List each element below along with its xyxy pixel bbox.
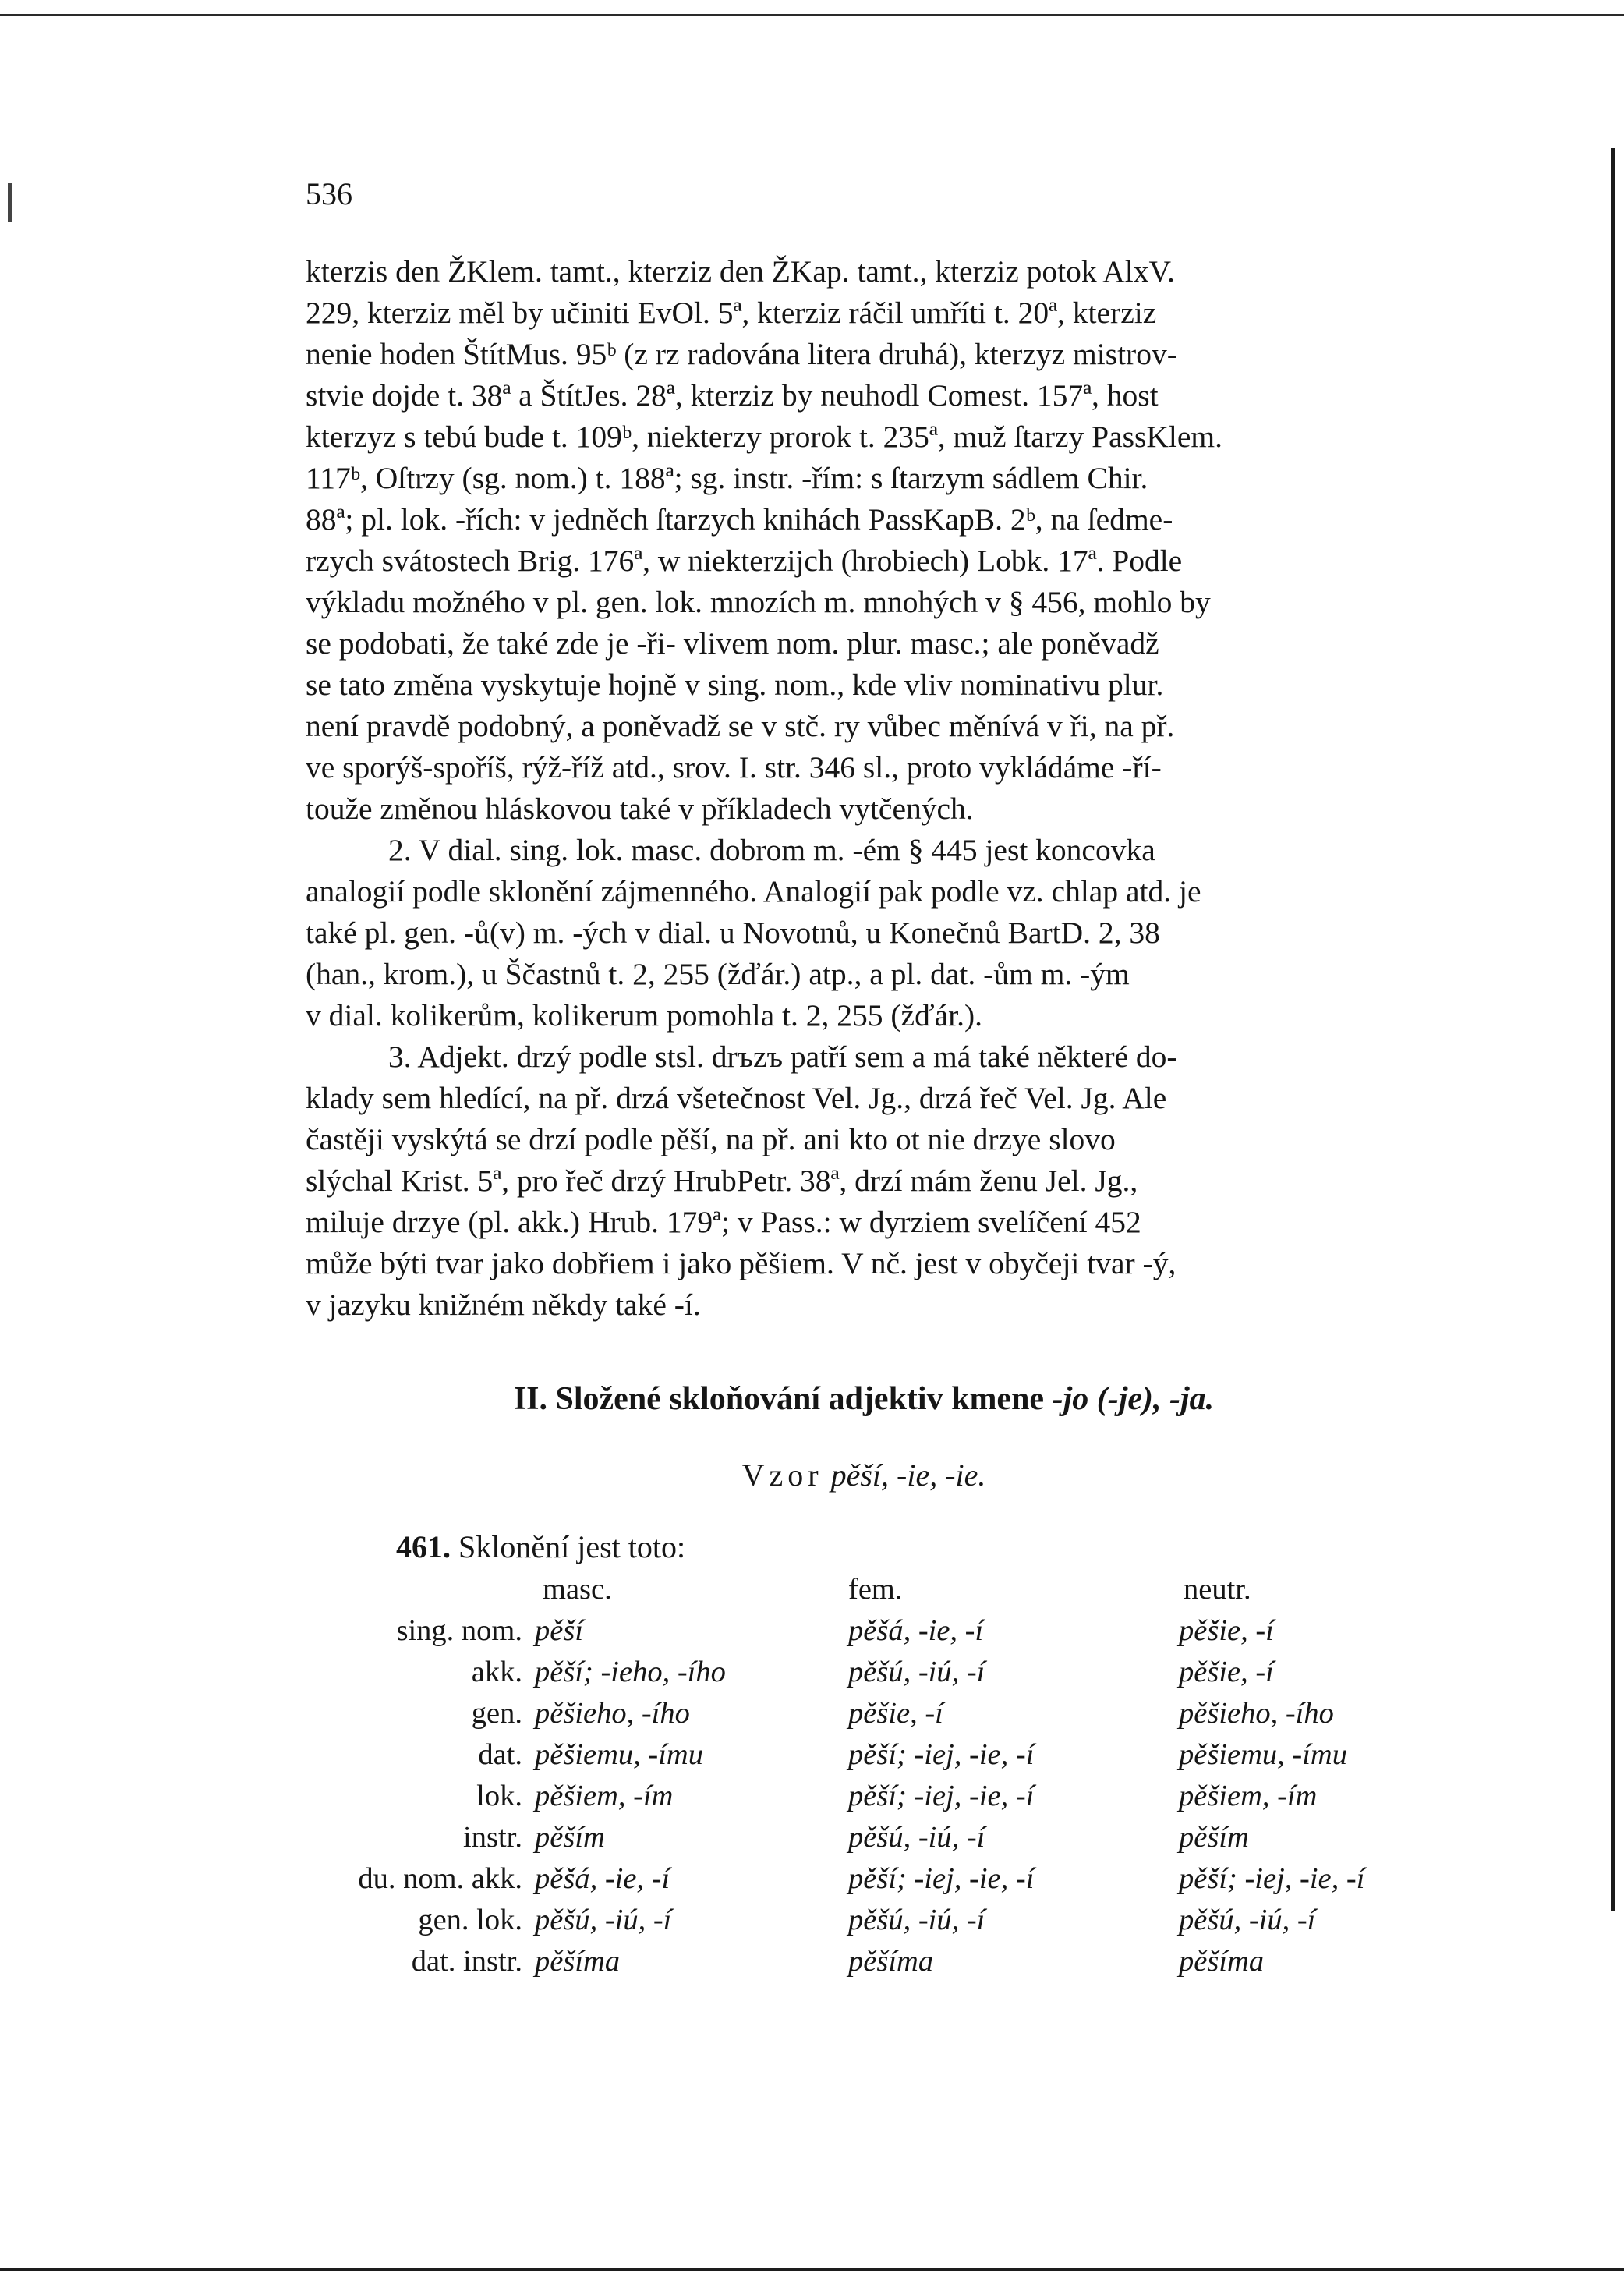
case-label: dat. instr. [411, 1945, 522, 1978]
case-label: sing. nom. [396, 1614, 522, 1647]
form-cell: pěšú, -iú, -í [848, 1821, 985, 1854]
form-cell: pěšiemu, -ímu [535, 1738, 703, 1771]
page-number: 536 [306, 176, 352, 211]
text-line: rzych svátostech Brig. 176ª, w niekterzijch (hrobiech) Lobk. 17ª. Podle [306, 544, 1183, 578]
form-cell: pěšú, -iú, -í [535, 1904, 672, 1936]
text-line: se tato změna vyskytuje hojně v sing. nom., kde vliv nominativu plur. [306, 668, 1164, 702]
form-cell: pěšiem, -ím [535, 1780, 674, 1812]
text-line: nenie hoden ŠtítMus. 95ᵇ (z rz radována litera druhá), kterzyz mistrov- [306, 337, 1177, 371]
form-cell: pěšíma [848, 1945, 934, 1978]
scan-edge-left [8, 183, 12, 222]
form-cell: pěší; -iej, -ie, -í [848, 1780, 1035, 1812]
form-cell: pěšiem, -ím [1179, 1780, 1318, 1812]
section-heading [306, 1380, 1422, 1418]
pattern-word: pěší, -ie, -ie. [830, 1458, 986, 1493]
text-line: výkladu možného v pl. gen. lok. mnozích m. mnohých v § 456, mohlo by [306, 585, 1211, 619]
form-cell: pěší; -iej, -ie, -í [1179, 1862, 1365, 1895]
section-text: Sklonění jest toto: [458, 1529, 686, 1564]
text-line: 2. V dial. sing. lok. masc. dobrom m. -ém § 445 jest koncovka [388, 833, 1155, 867]
scan-edge-right [1611, 148, 1615, 1911]
form-cell: pěšú, -iú, -í [1179, 1904, 1316, 1936]
heading-italic: -jo (-je), -ja. [1052, 1381, 1215, 1417]
text-line: klady sem hledící, na př. drzá všetečnost Vel. Jg., drzá řeč Vel. Jg. Ale [306, 1081, 1167, 1115]
paragraph-3 [306, 1036, 1422, 1326]
pattern-line [306, 1457, 1422, 1493]
section-intro [396, 1528, 685, 1565]
form-cell: pěšá, -ie, -í [848, 1614, 984, 1647]
scan-edge-top [0, 14, 1624, 16]
text-line: stvie dojde t. 38ª a ŠtítJes. 28ª, kterziz by neuhodl Comest. 157ª, host [306, 378, 1159, 413]
form-cell: pěší; -ieho, -ího [535, 1656, 726, 1688]
form-cell: pěšie, -í [1179, 1614, 1274, 1647]
case-label: dat. [478, 1738, 522, 1771]
form-cell: pěšíma [535, 1945, 621, 1978]
paragraph-2 [306, 830, 1422, 1036]
case-label: du. nom. akk. [358, 1862, 522, 1895]
text-line: 88ª; pl. lok. -řích: v jedněch ſtarzych knihách PassKapB. 2ᵇ, na ſedme- [306, 502, 1173, 537]
paragraph-1 [306, 251, 1422, 830]
text-line: může býti tvar jako dobřiem i jako pěšiem. V nč. jest v obyčeji tvar -ý, [306, 1246, 1176, 1280]
case-label: gen. [471, 1697, 522, 1730]
text-line: ve sporýš-spoříš, rýž-říž atd., srov. I. str. 346 sl., proto vykládáme -ří- [306, 750, 1162, 785]
column-header: fem. [848, 1573, 903, 1606]
form-cell: pěšú, -iú, -í [848, 1656, 985, 1688]
text-line: častěji vyskýtá se drzí podle pěší, na př. ani kto ot nie drzye slovo [306, 1122, 1116, 1156]
form-cell: pěší [535, 1614, 584, 1647]
form-cell: pěšíma [1179, 1945, 1265, 1978]
column-header: neutr. [1184, 1573, 1251, 1606]
form-cell: pěšú, -iú, -í [848, 1904, 985, 1936]
case-label: akk. [471, 1656, 522, 1688]
text-line: v dial. kolikerům, kolikerum pomohla t. 2, 255 (žďár.). [306, 998, 983, 1033]
text-line: kterzis den ŽKlem. tamt., kterziz den ŽKap. tamt., kterziz potok AlxV. [306, 254, 1175, 289]
column-header: masc. [543, 1573, 612, 1606]
text-line: také pl. gen. -ů(v) m. -ých v dial. u Novotnů, u Konečnů BartD. 2, 38 [306, 916, 1160, 950]
form-cell: pěšie, -í [1179, 1656, 1274, 1688]
text-line: miluje drzye (pl. akk.) Hrub. 179ª; v Pass.: w dyrziem svelíčení 452 [306, 1205, 1141, 1239]
declension-masculine [535, 1569, 847, 1982]
text-line: (han., krom.), u Ščastnů t. 2, 255 (žďár.) atp., a pl. dat. -ům m. -ým [306, 957, 1130, 991]
form-cell: pěšieho, -ího [535, 1697, 690, 1730]
case-label: lok. [476, 1780, 522, 1812]
body-text [306, 251, 1422, 1326]
pattern-label: Vzor [741, 1458, 823, 1493]
form-cell: pěšá, -ie, -í [535, 1862, 670, 1895]
form-cell: pěšieho, -ího [1179, 1697, 1334, 1730]
text-line: touže změnou hláskovou také v příkladech vytčených. [306, 792, 974, 826]
text-line: analogií podle sklonění zájmenného. Analogií pak podle vz. chlap atd. je [306, 874, 1201, 909]
case-label: instr. [463, 1821, 522, 1854]
form-cell: pěší; -iej, -ie, -í [848, 1738, 1035, 1771]
form-cell: pěšie, -í [848, 1697, 943, 1730]
case-label [306, 1569, 522, 1610]
text-line: 3. Adjekt. drzý podle stsl. drъzъ patří sem a má také některé do- [388, 1040, 1177, 1074]
section-number: 461. [396, 1529, 451, 1564]
text-line: 229, kterziz měl by učiniti EvOl. 5ª, kterziz ráčil umříti t. 20ª, kterziz [306, 296, 1157, 330]
declension-labels [306, 1569, 522, 1982]
case-label: gen. lok. [418, 1904, 522, 1936]
declension-neuter [1179, 1569, 1506, 1982]
text-line: se podobati, že také zde je -ři- vlivem nom. plur. masc.; ale poněvadž [306, 626, 1159, 661]
form-cell: pěšiemu, -ímu [1179, 1738, 1347, 1771]
form-cell: pěším [535, 1821, 605, 1854]
text-line: 117ᵇ, Oſtrzy (sg. nom.) t. 188ª; sg. instr. -řím: s ſtarzym sádlem Chir. [306, 461, 1148, 495]
form-cell: pěším [1179, 1821, 1249, 1854]
heading-text: II. Složené skloňování adjektiv kmene [513, 1381, 1053, 1417]
text-line: není pravdě podobný, a poněvadž se v stč. ry vůbec měnívá v ři, na př. [306, 709, 1175, 743]
text-line: v jazyku knižném někdy také -í. [306, 1288, 701, 1322]
scan-edge-bottom [0, 2268, 1624, 2271]
form-cell: pěší; -iej, -ie, -í [848, 1862, 1035, 1895]
text-line: kterzyz s tebú bude t. 109ᵇ, niekterzy prorok t. 235ª, muž ſtarzy PassKlem. [306, 420, 1223, 454]
text-line: slýchal Krist. 5ª, pro řeč drzý HrubPetr. 38ª, drzí mám ženu Jel. Jg., [306, 1164, 1138, 1198]
declension-feminine [848, 1569, 1176, 1982]
